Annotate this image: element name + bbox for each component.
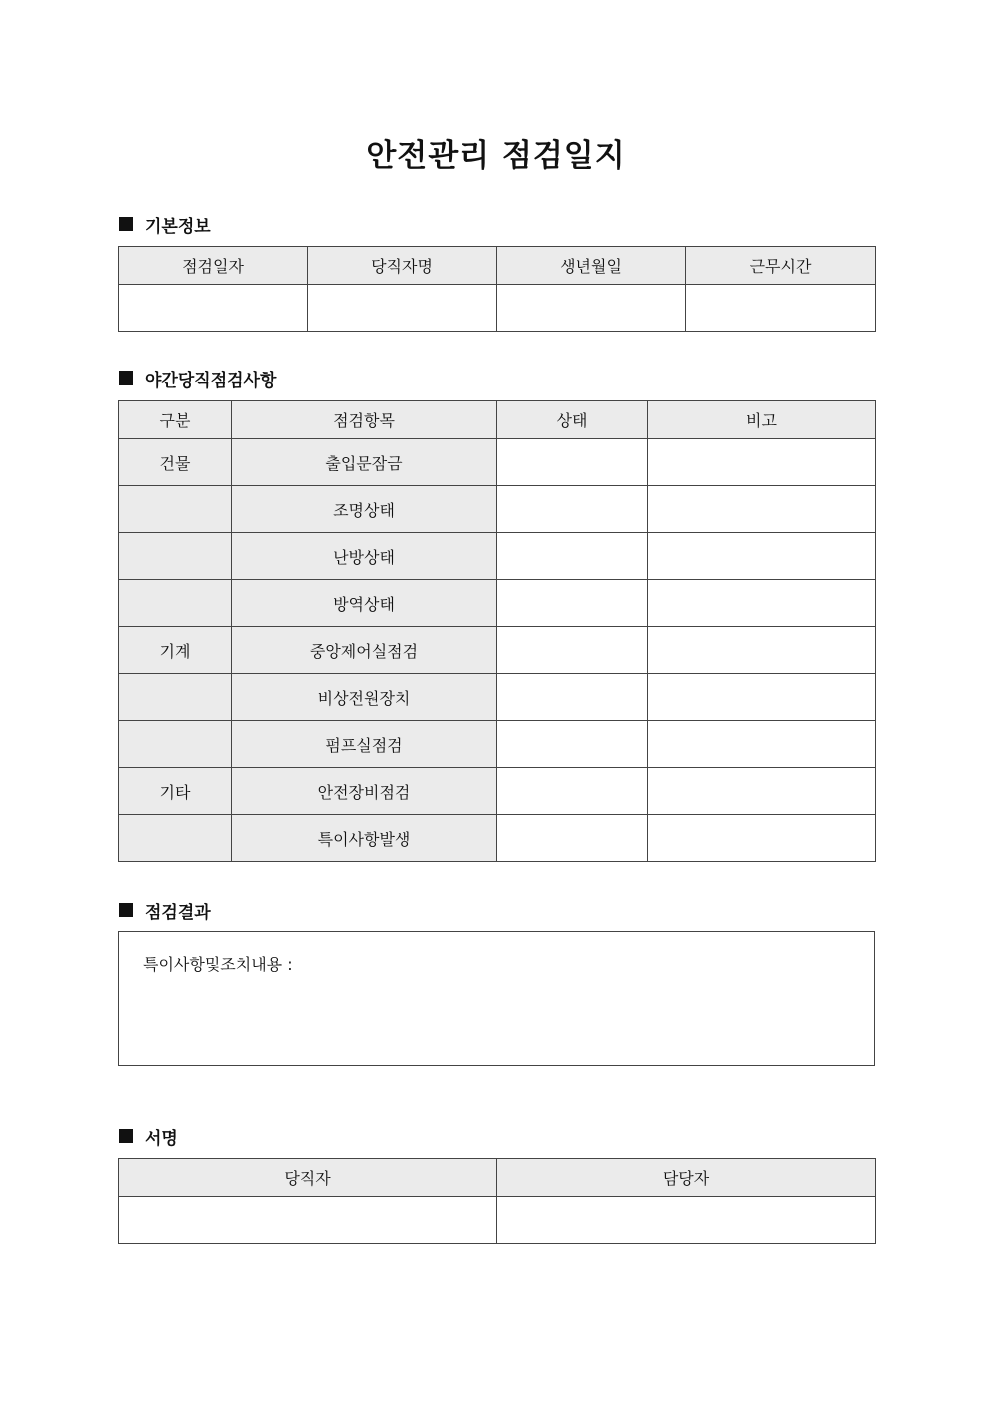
check-item-cell: 출입문잠금 <box>232 439 497 486</box>
result-heading <box>119 898 211 922</box>
page-title: 안전관리 점검일지 <box>366 138 626 174</box>
status-field[interactable] <box>497 533 648 580</box>
note-field[interactable] <box>648 580 876 627</box>
header-status: 상태 <box>497 401 648 439</box>
category-cell: 건물 <box>119 439 232 486</box>
category-cell <box>119 533 232 580</box>
header-birth-date: 생년월일 <box>497 247 686 285</box>
header-inspection-date: 점검일자 <box>119 247 308 285</box>
result-heading-label: 점검결과 <box>145 902 211 923</box>
duty-person-name-field[interactable] <box>308 285 497 332</box>
note-field[interactable] <box>648 627 876 674</box>
note-field[interactable] <box>648 721 876 768</box>
basic-info-heading <box>119 212 211 236</box>
table-row <box>119 627 876 674</box>
category-cell <box>119 580 232 627</box>
header-duty-person-name: 당직자명 <box>308 247 497 285</box>
status-field[interactable] <box>497 486 648 533</box>
category-cell <box>119 674 232 721</box>
check-item-cell: 특이사항발생 <box>232 815 497 862</box>
header-category: 구분 <box>119 401 232 439</box>
work-hours-field[interactable] <box>686 285 876 332</box>
night-duty-table <box>118 400 876 862</box>
duty-person-signature-field[interactable] <box>119 1197 497 1244</box>
category-cell: 기타 <box>119 768 232 815</box>
signature-value-row <box>119 1197 876 1244</box>
note-field[interactable] <box>648 439 876 486</box>
table-row <box>119 721 876 768</box>
status-field[interactable] <box>497 439 648 486</box>
header-note: 비고 <box>648 401 876 439</box>
status-field[interactable] <box>497 580 648 627</box>
basic-info-heading-label: 기본정보 <box>145 216 211 237</box>
night-duty-header-row <box>119 401 876 439</box>
status-field[interactable] <box>497 674 648 721</box>
status-field[interactable] <box>497 627 648 674</box>
category-cell <box>119 486 232 533</box>
square-bullet-icon <box>119 1129 133 1143</box>
table-row <box>119 674 876 721</box>
header-check-item: 점검항목 <box>232 401 497 439</box>
check-item-cell: 비상전원장치 <box>232 674 497 721</box>
basic-info-table <box>118 246 876 332</box>
category-cell <box>119 721 232 768</box>
category-cell <box>119 815 232 862</box>
basic-info-value-row <box>119 285 876 332</box>
square-bullet-icon <box>119 217 133 231</box>
special-notes-label: 특이사항및조치내용 : <box>143 955 293 974</box>
status-field[interactable] <box>497 768 648 815</box>
signature-heading <box>119 1124 178 1148</box>
square-bullet-icon <box>119 903 133 917</box>
check-item-cell: 펌프실점검 <box>232 721 497 768</box>
signature-heading-label: 서명 <box>145 1128 178 1149</box>
check-item-cell: 방역상태 <box>232 580 497 627</box>
note-field[interactable] <box>648 815 876 862</box>
result-box[interactable] <box>118 931 875 1066</box>
square-bullet-icon <box>119 371 133 385</box>
table-row <box>119 533 876 580</box>
category-cell: 기계 <box>119 627 232 674</box>
header-duty-person: 당직자 <box>119 1159 497 1197</box>
check-item-cell: 안전장비점검 <box>232 768 497 815</box>
night-duty-heading <box>119 366 276 390</box>
check-item-cell: 중앙제어실점검 <box>232 627 497 674</box>
night-duty-heading-label: 야간당직점검사항 <box>145 370 277 391</box>
status-field[interactable] <box>497 815 648 862</box>
status-field[interactable] <box>497 721 648 768</box>
note-field[interactable] <box>648 533 876 580</box>
note-field[interactable] <box>648 768 876 815</box>
signature-table <box>118 1158 876 1244</box>
table-row <box>119 439 876 486</box>
inspection-date-field[interactable] <box>119 285 308 332</box>
basic-info-header-row <box>119 247 876 285</box>
table-row <box>119 486 876 533</box>
note-field[interactable] <box>648 486 876 533</box>
birth-date-field[interactable] <box>497 285 686 332</box>
check-item-cell: 난방상태 <box>232 533 497 580</box>
header-work-hours: 근무시간 <box>686 247 876 285</box>
check-item-cell: 조명상태 <box>232 486 497 533</box>
table-row <box>119 580 876 627</box>
person-in-charge-signature-field[interactable] <box>497 1197 876 1244</box>
header-person-in-charge: 담당자 <box>497 1159 876 1197</box>
signature-header-row <box>119 1159 876 1197</box>
table-row <box>119 768 876 815</box>
table-row <box>119 815 876 862</box>
note-field[interactable] <box>648 674 876 721</box>
